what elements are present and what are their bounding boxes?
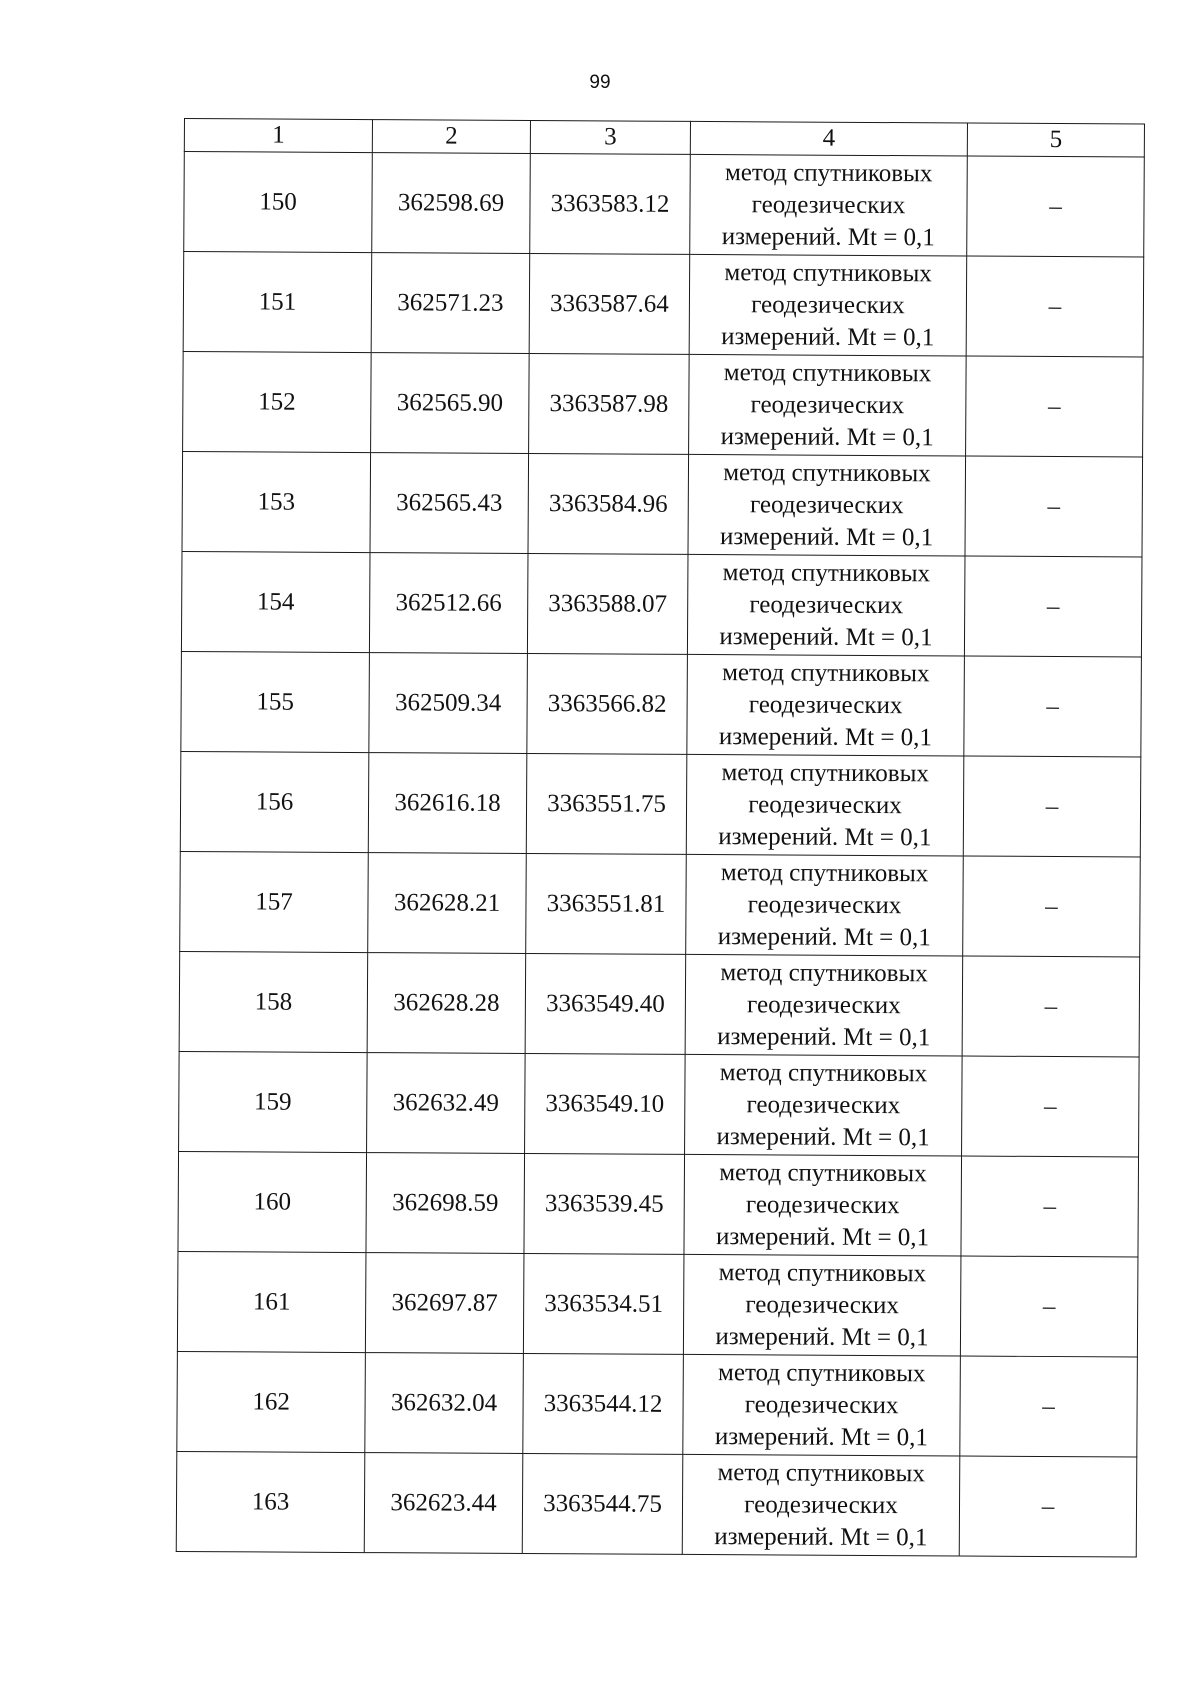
method-line: геодезических [750, 390, 905, 419]
header-col-4: 4 [690, 121, 967, 156]
note-cell: – [964, 656, 1142, 757]
y-coordinate-cell: 3363566.82 [527, 653, 688, 754]
y-coordinate-cell: 3363544.75 [522, 1453, 683, 1554]
method-line: геодезических [751, 290, 905, 319]
method-line: геодезических [745, 1190, 900, 1219]
x-coordinate-cell: 362628.28 [367, 953, 526, 1054]
x-coordinate-cell: 362697.87 [365, 1253, 524, 1354]
table-row [184, 152, 1145, 258]
method-cell [687, 654, 965, 756]
table-row [181, 651, 1142, 757]
method-line: геодезических [747, 890, 902, 919]
x-coordinate-cell: 362623.44 [364, 1453, 523, 1554]
y-coordinate-cell: 3363551.75 [526, 753, 687, 854]
method-line: метод спутниковых [721, 758, 930, 787]
note-cell: – [964, 556, 1142, 657]
table-row [180, 851, 1141, 957]
method-cell [683, 1254, 961, 1356]
point-number-cell: 151 [183, 252, 372, 353]
x-coordinate-cell: 362628.21 [368, 853, 527, 954]
note-cell: – [966, 356, 1144, 457]
note-cell: – [959, 1456, 1137, 1557]
table-row [177, 1251, 1138, 1357]
method-line: метод спутниковых [722, 658, 930, 687]
table-row [178, 1151, 1139, 1257]
y-coordinate-cell: 3363584.96 [528, 453, 689, 554]
header-col-1: 1 [184, 119, 372, 153]
table-row [177, 1351, 1138, 1457]
method-cell [682, 1454, 960, 1556]
x-coordinate-cell: 362598.69 [372, 153, 531, 254]
method-line: метод спутниковых [724, 158, 933, 187]
note-cell: – [963, 856, 1141, 957]
y-coordinate-cell: 3363534.51 [523, 1253, 684, 1354]
coordinates-table [176, 118, 1145, 1558]
method-cell [685, 954, 963, 1056]
method-line: измерений. Mt = 0,1 [717, 1022, 931, 1051]
method-line: измерений. Mt = 0,1 [721, 322, 935, 351]
method-line: геодезических [748, 790, 902, 819]
table-row [183, 351, 1144, 457]
note-cell: – [967, 156, 1145, 257]
y-coordinate-cell: 3363544.12 [523, 1353, 684, 1454]
method-line: метод спутниковых [724, 258, 932, 287]
method-line: геодезических [744, 1390, 899, 1419]
method-line: метод спутниковых [718, 1358, 926, 1387]
note-cell: – [962, 956, 1140, 1057]
method-line: геодезических [747, 990, 901, 1019]
point-number-cell: 158 [179, 951, 368, 1052]
method-cell [688, 454, 966, 556]
point-number-cell: 161 [177, 1251, 366, 1352]
method-line: метод спутниковых [720, 858, 929, 887]
method-line: измерений. Mt = 0,1 [719, 522, 934, 551]
x-coordinate-cell: 362698.59 [366, 1153, 525, 1254]
x-coordinate-cell: 362632.49 [367, 1053, 526, 1154]
method-cell [686, 854, 964, 956]
method-line: измерений. Mt = 0,1 [720, 422, 934, 451]
table-row [181, 551, 1142, 657]
method-line: измерений. Mt = 0,1 [718, 822, 932, 851]
method-line: измерений. Mt = 0,1 [715, 1322, 929, 1351]
method-line: геодезических [744, 1490, 898, 1519]
method-line: метод спутниковых [722, 558, 931, 587]
y-coordinate-cell: 3363549.40 [525, 953, 686, 1054]
note-cell: – [962, 1056, 1140, 1157]
point-number-cell: 152 [183, 351, 372, 452]
note-cell: – [963, 756, 1141, 857]
point-number-cell: 156 [180, 751, 369, 852]
note-cell: – [960, 1256, 1138, 1357]
page-number: 99 [589, 72, 611, 93]
y-coordinate-cell: 3363549.10 [525, 1053, 686, 1154]
method-cell [684, 1154, 962, 1256]
y-coordinate-cell: 3363587.98 [529, 353, 690, 454]
x-coordinate-cell: 362509.34 [369, 653, 528, 754]
table-row [183, 252, 1144, 358]
method-line: метод спутниковых [723, 458, 931, 487]
point-number-cell: 157 [180, 851, 369, 952]
method-line: измерений. Mt = 0,1 [717, 922, 931, 951]
method-line: метод спутниковых [718, 1258, 927, 1287]
method-line: измерений. Mt = 0,1 [714, 1422, 929, 1451]
table-row [179, 951, 1140, 1057]
method-line: геодезических [749, 490, 904, 519]
header-col-5: 5 [967, 123, 1144, 157]
x-coordinate-cell: 362512.66 [369, 553, 528, 654]
table-row [182, 451, 1143, 557]
point-number-cell: 155 [181, 651, 370, 752]
method-line: геодезических [745, 1290, 900, 1319]
method-line: геодезических [748, 690, 903, 719]
method-line: измерений. Mt = 0,1 [716, 1122, 930, 1151]
method-cell [689, 254, 967, 356]
x-coordinate-cell: 362616.18 [368, 753, 527, 854]
table-row [176, 1451, 1137, 1557]
header-row [184, 119, 1144, 158]
point-number-cell: 163 [176, 1451, 365, 1552]
note-cell: – [966, 256, 1144, 357]
header-col-3: 3 [530, 120, 690, 154]
point-number-cell: 159 [179, 1051, 368, 1152]
point-number-cell: 160 [178, 1151, 367, 1252]
method-line: метод спутниковых [717, 1458, 925, 1487]
header-col-2: 2 [372, 120, 530, 154]
method-cell [690, 154, 968, 256]
method-line: метод спутниковых [719, 1158, 927, 1187]
method-line: метод спутниковых [720, 958, 928, 987]
table-body [176, 152, 1144, 1558]
table-row [180, 751, 1141, 857]
method-line: измерений. Mt = 0,1 [721, 222, 935, 251]
method-line: геодезических [751, 190, 906, 219]
note-cell: – [961, 1156, 1139, 1257]
point-number-cell: 153 [182, 451, 371, 552]
y-coordinate-cell: 3363539.45 [524, 1153, 685, 1254]
point-number-cell: 150 [184, 152, 373, 253]
method-line: измерений. Mt = 0,1 [718, 722, 933, 751]
note-cell: – [960, 1356, 1138, 1457]
x-coordinate-cell: 362565.43 [370, 453, 529, 554]
method-cell [685, 1054, 963, 1156]
x-coordinate-cell: 362565.90 [371, 353, 530, 454]
method-line: измерений. Mt = 0,1 [714, 1522, 928, 1551]
method-line: измерений. Mt = 0,1 [719, 622, 933, 651]
method-cell [687, 554, 965, 656]
y-coordinate-cell: 3363583.12 [530, 153, 691, 254]
method-line: метод спутниковых [723, 358, 932, 387]
point-number-cell: 154 [181, 551, 370, 652]
table-row [179, 1051, 1140, 1157]
point-number-cell: 162 [177, 1351, 366, 1452]
y-coordinate-cell: 3363587.64 [529, 253, 690, 354]
method-line: геодезических [746, 1090, 901, 1119]
x-coordinate-cell: 362571.23 [371, 253, 530, 354]
y-coordinate-cell: 3363588.07 [527, 553, 688, 654]
method-cell [689, 354, 967, 456]
method-line: геодезических [749, 590, 904, 619]
method-line: метод спутниковых [719, 1058, 928, 1087]
method-cell [686, 754, 964, 856]
note-cell: – [965, 456, 1143, 557]
x-coordinate-cell: 362632.04 [365, 1353, 524, 1454]
method-line: измерений. Mt = 0,1 [715, 1222, 930, 1251]
method-cell [683, 1354, 961, 1456]
y-coordinate-cell: 3363551.81 [526, 853, 687, 954]
